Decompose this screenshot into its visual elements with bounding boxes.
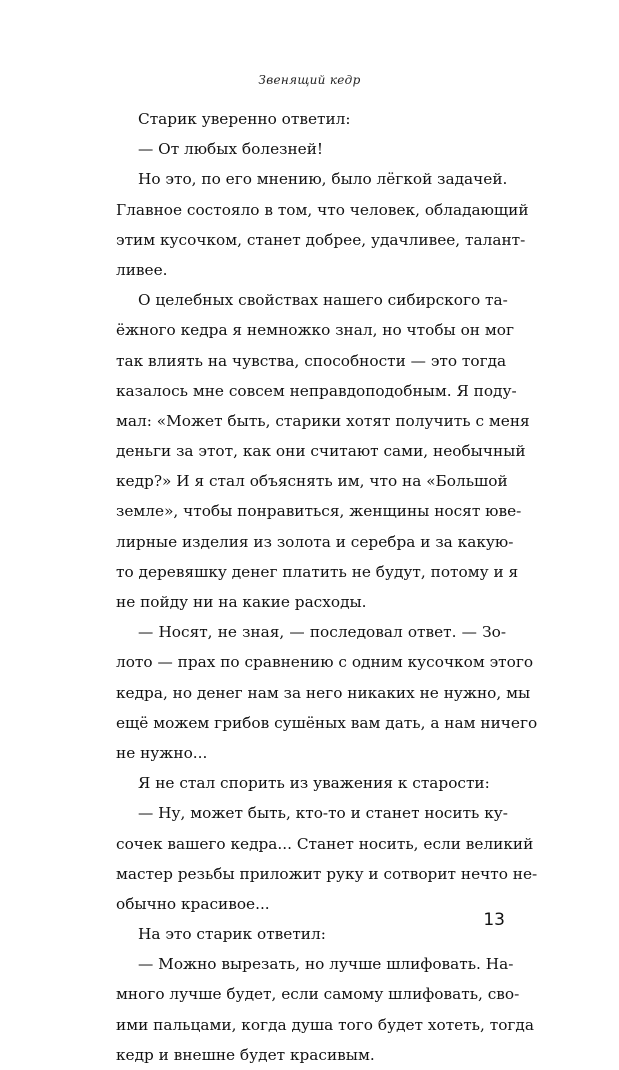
text-line: Главное состояло в том, что человек, обладающий <box>116 200 529 219</box>
body-text <box>116 104 538 1070</box>
text-line: О целебных свойствах нашего сибирского та- <box>138 291 508 310</box>
text-line: много лучше будет, если самому шлифовать, сво- <box>116 985 520 1004</box>
text-line: кедра, но денег нам за него никаких не нужно, мы <box>116 683 531 702</box>
text-line: мал: «Может быть, старики хотят получить с меня <box>116 411 530 430</box>
text-line: ливее. <box>116 260 168 279</box>
text-line: лото — прах по сравнению с одним кусочком этого <box>116 653 534 672</box>
text-line: Я не стал спорить из уважения к старости: <box>138 774 490 793</box>
text-line: ёжного кедра я немножко знал, но чтобы он мог <box>116 321 514 340</box>
text-line: не нужно... <box>116 743 208 762</box>
text-line: обычно красивое... <box>116 894 270 913</box>
text-line: земле», чтобы понравиться, женщины носят юве- <box>116 502 522 521</box>
text-line: так влиять на чувства, способности — это тогда <box>116 351 507 370</box>
text-line: деньги за этот, как они считают сами, необычный <box>116 442 526 461</box>
text-line: казалось мне совсем неправдоподобным. Я поду- <box>116 381 517 400</box>
text-line: Старик уверенно ответил: <box>138 110 351 128</box>
text-line: не пойду ни на какие расходы. <box>116 593 367 611</box>
text-line: сочек вашего кедра... Станет носить, если великий <box>116 834 534 853</box>
text-line: мастер резьбы приложит руку и сотворит нечто не- <box>116 864 538 883</box>
text-line: кедр?» И я стал объяснять им, что на «Большой <box>116 472 508 491</box>
text-line: ими пальцами, когда душа того будет хотеть, тогда <box>116 1015 534 1034</box>
page-number: 13 <box>483 910 505 930</box>
text-line: — От любых болезней! <box>138 140 324 159</box>
text-line: то деревяшку денег платить не будут, потому и я <box>116 562 519 581</box>
text-line: — Можно вырезать, но лучше шлифовать. На- <box>138 955 514 974</box>
text-line: лирные изделия из золота и серебра и за какую- <box>116 532 514 551</box>
text-line: — Ну, может быть, кто-то и станет носить ку- <box>138 804 508 823</box>
text-line: кедр и внешне будет красивым. <box>116 1045 375 1064</box>
running-header: Звенящий кедр <box>258 73 361 87</box>
text-line: ещё можем грибов сушёных вам дать, а нам ничего <box>116 713 538 732</box>
text-line: этим кусочком, станет добрее, удачливее, талант- <box>116 230 526 249</box>
text-line: Но это, по его мнению, было лёгкой задачей. <box>138 170 508 189</box>
text-line: На это старик ответил: <box>138 925 326 944</box>
text-line: — Носят, не зная, — последовал ответ. — Зо- <box>138 623 506 642</box>
